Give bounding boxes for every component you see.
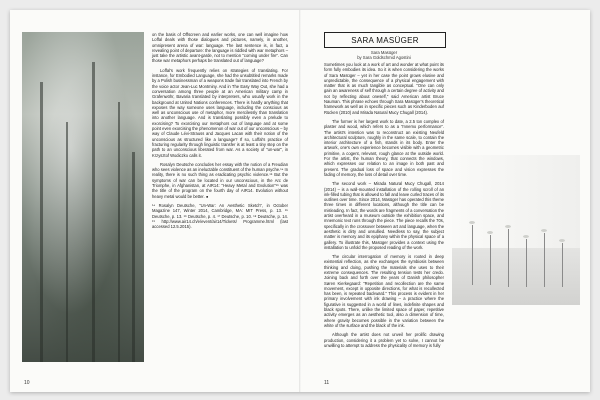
article-subtitle: Sara Masüger xyxy=(370,50,398,55)
sculpture-stem xyxy=(490,235,491,285)
left-body-text xyxy=(152,32,288,230)
right-body-text xyxy=(324,62,444,352)
tree-trunk xyxy=(40,82,43,362)
sculpture-stem xyxy=(562,243,563,287)
sculpture-element xyxy=(541,229,547,232)
sculpture-element xyxy=(469,221,475,224)
footnotes: ¹⁴ Rosalyn Deutsche, "Un-War: An Aesthetic Sketch", in October Magazine 147, Winter 2014, Cambridge, MA: MIT Press, p. 13. ¹⁵ Deutsche, p. 13. ¹⁶ Deutsche, p. 4. ¹⁷ Deutsche, p. 10. ¹⁸ Deutsche, p. 14. ¹⁹ http://www.air14.ch/e/event/air14/Tickets/ Programme.html (last accessed 12.5.2015). xyxy=(152,202,288,230)
paragraph: Rosalyn Deutsche concludes her essay with the notion of a Freudian who sees violence as an ineluctable constituent of the human psyche.¹⁴ In reality, there is no such thing as eradicating psychic violence.¹⁵ But the symptoms of war can be located in our unconscious, in the Arc de Triomphe, in Afghanistan, at AIR14: "Heavy Metal and Evolution"¹⁶ was the title of the program on the fourth day of AIR14. Evolution without heavy metal would be better. ● xyxy=(152,161,288,199)
sculpture-stem xyxy=(526,239,527,287)
paragraph: Although the artist does not unveil her prolific drawing production, considering it a problem yet to solve, I cannot be unwilling to attempt to address the physicality of memory is fully xyxy=(324,332,444,348)
sculpture-stem xyxy=(508,229,509,287)
paragraph: The circular interrogation of memory is rooted in deep existential reflection, as she exchanges the symbiosis between thinking and doing, pushing the materials she uses to their extreme consequences. The resulting tension tests her credo. Joining back and forth over the years of Danish philosopher Søren Kierkegaard: "Repetition and recollection are the same movement, except in opposite directions, for what is recollected has been, is repeated backward." This process is evident in her primary involvement with ink drawing – a practice where the figurative is suggested in a world of lines, indefinite shapes and black spots. There, unlike the limited space of paper, repetitive activity emerges as an aesthetic tool, also a dimension of time, where gravity becomes possible in the variation between the white of the surface and the black of the ink. xyxy=(324,254,444,328)
paragraph: on the basis of Offscreen and earlier works, one can well imagine how Loffal deals with those dialogues and pictures, namely, in another, omnipresent arena of war: language. The last sentence is, in fact, a revealing point of departure: the language is riddled with war metaphors – just take the artistic avant-garde, not to mention "coming under fire". Can those war metaphors perhaps be translated out of language? xyxy=(152,32,288,64)
left-page xyxy=(10,10,300,392)
paragraph: Loffal's work frequently relies on strategies of translating. For instance, for Embodied Language, she had the unsubtitled remarks made by a Polish businessman of a weapons trade fair translated into French by the voice actor Jean-Luc Montminy. And in The Easy Way Out, she had a conversation among three people at an American military camp in Grafenwöhr, Bavaria translated by interpreters, who usually work in the background at United Nations conferences. There is hardly anything that exposes the way someone uses language, including the conscious as well as unconscious use of metaphor, more mercilessly than translation into another language. And is translating possibly even a prelude to exorcising? To exorcising our metaphors out of language and at some point even exorcising the phenomenon of war out of our unconscious – by way of Claude Lévi-Strauss and Jacques Lacan with their notion of the unconscious as structured like a language? If so, Loffal's practice of fracturing regularity through linguistic transfer is at least a tiny step on the path to an unconscious liberated from war. As a society of "un-war", in Krzysztof Wodiczko calls it. xyxy=(152,67,288,158)
tree-trunk xyxy=(118,102,120,362)
article-byline: by Sara Goldschmid Agostini xyxy=(357,55,411,60)
sculpture-element xyxy=(523,235,529,238)
paragraph: Sometimes you look at a work of art and wonder at what point its form fully embodies its idea. So it is when considering the works of Sara Masüger – yet in her case the point grows elusive and unpredictable, the consequence of a physical engagement with matter that is as much tangible as conceptual. "One can only gain an awareness of self through a certain degree of activity and not by reflecting about oneself," said American artist Bruce Nauman. This phrase echoes through Sara Masüger's theoretical framework as well as in specific pieces such as Kinderboden auf Rücken (2010) and Mirada Natural Mucy Chugall (2014). xyxy=(324,62,444,115)
paragraph: The second work – Mirada Natural Mucy Chugall, 2014 (2014) – is a wall-mounted installation of the rolling scroll of an ink-filled tubing that is allowed to fall and leave curled traces of its outlines over time. Since 2014, Masüger has operated this theme three times in different locations, although the title can be misleading. In fact, the words are fragments of a conversation the artist overheard in a museum outside the exhibition space, and mnemonic text runs through the piece. The piece recalls the 70s, specifically in the crossover between art and language, when the aesthetic is dirty and unsullied. Needless to say, the subject matter is memory and its epiphany within the physical space of a gallery. To illustrate this, Masüger provides a context using the installation to unfold the proposed reading of the work. xyxy=(324,181,444,250)
forest-photo xyxy=(22,32,144,362)
installation-photo xyxy=(452,155,580,305)
page-number: 11 xyxy=(324,380,330,386)
tree-trunk xyxy=(132,152,135,362)
magazine-spread xyxy=(10,10,590,392)
sculpture-stem xyxy=(544,233,545,287)
sculpture-element xyxy=(487,231,493,234)
sculpture-element xyxy=(559,239,565,242)
right-page xyxy=(300,10,590,392)
page-number: 10 xyxy=(24,380,30,386)
paragraph: The former is her largest work to date, a 2.5 ton complex of plaster and wood, which refers to as a "mnemo performance". The artist's intention was to reconstruct an existing Neufeld architectural sculpture, roughly in the same scale, to contain the interior architecture of a fish, stands in its body. Enter the artwork, one's own experience becomes visible with a geometric primitive, a cogent, relevant, rough glance at the outside world. For the artist, the human theory, that connects the windows, which expresses our relation to an image in both past and present. The gradual loss of space and vision expresses the fading of memory, the loss of detail over time. xyxy=(324,118,444,177)
sculpture-element xyxy=(505,225,511,228)
sculpture-stem xyxy=(472,225,473,285)
article-title: SARA MASÜGER xyxy=(324,32,446,48)
tree-trunk xyxy=(92,62,95,362)
tree-trunk xyxy=(66,122,68,362)
